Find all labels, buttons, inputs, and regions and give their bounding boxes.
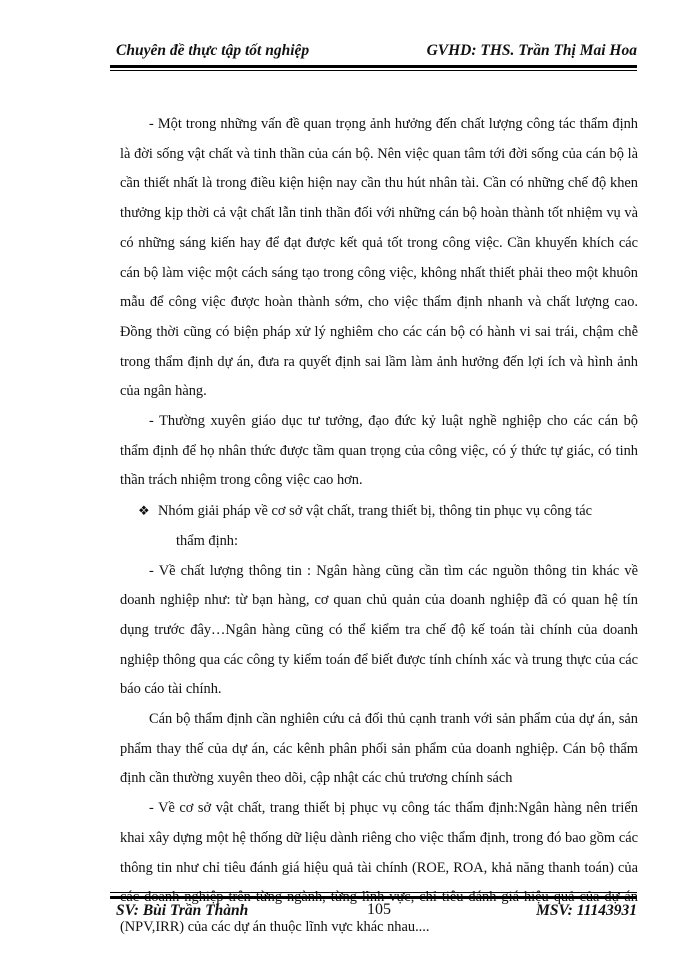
header-advisor: GVHD: THS. Trần Thị Mai Hoa xyxy=(426,42,637,59)
header-title: Chuyên đề thực tập tốt nghiệp xyxy=(116,42,310,59)
paragraph-5: - Về cơ sở vật chất, trang thiết bị phục vụ công tác thẩm định:Ngân hàng nên triển khai xây dựng một hệ thống dữ liệu dành riêng cho việc thẩm định, trong đó bao gồm các thông tin như chỉ tiêu đánh giá hiệu quả tài chính (ROE, ROA, khả năng thanh toán) của các doanh nghiệp trên từng ngành, từng lĩnh vực, chỉ tiêu đánh giá hiệu quả của dự án (NPV,IRR) của các dự án thuộc lĩnh vực khác nhau.... xyxy=(120,800,638,935)
footer-student: SV: Bùi Trần Thành xyxy=(116,902,249,919)
paragraph-4: Cán bộ thẩm định cần nghiên cứu cả đối thủ cạnh tranh với sản phẩm của dự án, sản phẩm thay thế của dự án, các kênh phân phối sản phẩm của doanh nghiệp. Cán bộ thẩm định cần thường xuyên theo dõi, cập nhật các chủ trương chính sách xyxy=(120,711,638,787)
page-number: 105 xyxy=(367,901,391,918)
page-header xyxy=(110,38,637,66)
diamond-bullet-icon: ❖ xyxy=(138,503,150,519)
paragraph-3: - Về chất lượng thông tin : Ngân hàng cũng cần tìm các nguồn thông tin khác về doanh nghiệp như: từ bạn hàng, cơ quan chủ quản của doanh nghiệp đã có quan hệ tín dụng trước đây…Ngân hàng cũng có thể kiểm tra chế độ kế toán tài chính của doanh nghiệp thông qua các công ty kiểm toán để biết được tính chính xác và trung thực của các báo cáo tài chính. xyxy=(120,562,638,698)
bullet-heading-text: Nhóm giải pháp về cơ sở vật chất, trang thiết bị, thông tin phục vụ công tác xyxy=(158,503,593,520)
header-rule-thick xyxy=(110,65,637,68)
paragraph-2: - Thường xuyên giáo dục tư tưởng, đạo đức kỷ luật nghề nghiệp cho các cán bộ thẩm định để họ nhân thức được tầm quan trọng của công việc, có ý thức tự giác, có tinh thần trách nhiệm trong công việc cao hơn. xyxy=(120,413,638,489)
page-footer xyxy=(110,900,637,924)
document-body xyxy=(120,110,638,943)
paragraph-1: - Một trong những vấn đề quan trọng ảnh hưởng đến chất lượng công tác thẩm định là đời sống vật chất và tinh thần của cán bộ. Nên việc quan tâm tới đời sống của cán bộ là cần thiết nhất là trong điều kiện hiện nay cần thu hút nhân tài. Cần có những chế độ khen thưởng kịp thời cả vật chất lẫn tinh thần đối với những cán bộ hoàn thành tốt nhiệm vụ và có những sáng kiến hay để đạt được kết quả tốt trong công việc. Cần khuyến khích các cán bộ làm việc một cách sáng tạo trong công việc, không nhất thiết phải theo một khuôn mẫu để công việc được hoàn thành sớm, cho việc thẩm định nhanh và chất lượng cao. Đồng thời cũng có biện pháp xử lý nghiêm cho các cán bộ có hành vi sai trái, chậm chễ trong thẩm định dự án, đưa ra quyết định sai lầm làm ảnh hưởng đến lợi ích và hình ảnh của ngân hàng. xyxy=(120,116,638,400)
bullet-heading-continuation: thẩm định: xyxy=(176,532,238,549)
footer-student-id: MSV: 11143931 xyxy=(536,902,637,919)
header-rule-thin xyxy=(110,70,637,71)
bullet-heading xyxy=(120,496,638,556)
footer-rule-thin xyxy=(110,892,637,893)
footer-rule-thick xyxy=(110,896,637,899)
